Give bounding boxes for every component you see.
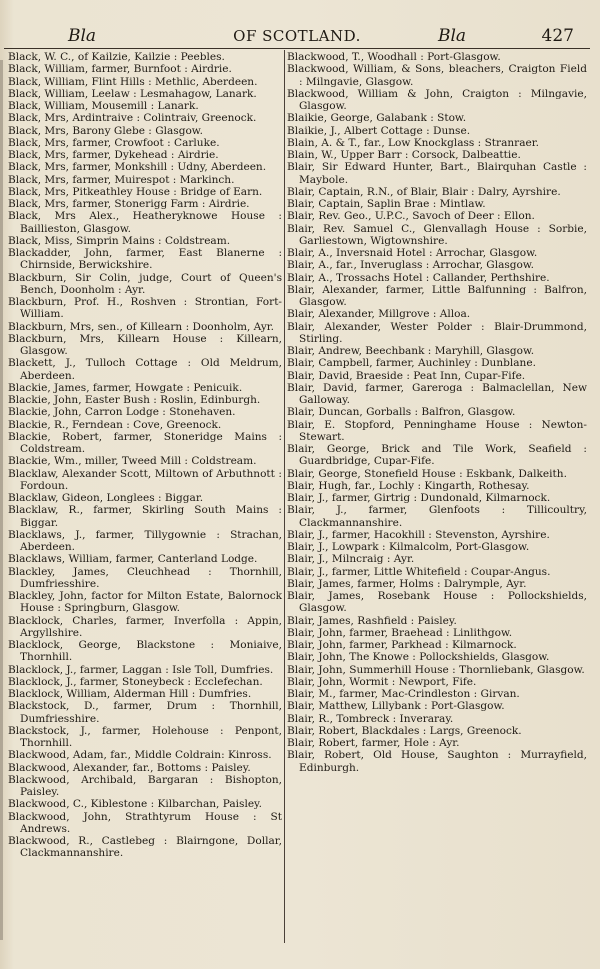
- directory-entry: Blackwood, Archibald, Bargaran : Bishopton, Paisley.: [8, 773, 282, 798]
- directory-entry: Blair, Andrew, Beechbank : Maryhill, Glasgow.: [287, 345, 535, 357]
- directory-entry: Blair, Hugh, far., Lochly : Kingarth, Rothesay.: [287, 479, 530, 492]
- directory-entry: Blackwood, T., Woodhall : Port-Glasgow.: [287, 51, 501, 63]
- directory-entry: Blacklock, Charles, farmer, Inverfolla : Appin, Argyllshire.: [8, 614, 282, 639]
- directory-entry: Black, Mrs, farmer, Crowfoot : Carluke.: [8, 136, 220, 149]
- directory-entry: Blair, Sir Edward Hunter, Bart., Blairquhan Castle : Maybole.: [287, 161, 587, 186]
- directory-entry: Blackie, Wm., miller, Tweed Mill : Coldstream.: [8, 455, 257, 468]
- directory-entry: Blair, Captain, Saplin Brae : Mintlaw.: [287, 198, 486, 210]
- directory-entry: Blackett, J., Tulloch Cottage : Old Meldrum, Aberdeen.: [8, 357, 282, 382]
- directory-entry: Blackwood, William & John, Craigton : Milngavie, Glasgow.: [287, 87, 587, 112]
- page-header: [20, 26, 574, 48]
- directory-entry: Blair, John, Wormit : Newport, Fife.: [287, 675, 477, 688]
- directory-entry: Blair, James, Rashfield : Paisley.: [287, 614, 457, 627]
- right-column: [287, 51, 587, 774]
- directory-entry: Black, Mrs, Barony Glebe : Glasgow.: [8, 124, 203, 137]
- page-binding-edge: [0, 60, 3, 940]
- directory-entry: Black, W. C., of Kailzie, Kailzie : Peebles.: [8, 51, 225, 63]
- directory-entry: Blair, Alexander, farmer, Little Balfunning : Balfron, Glasgow.: [287, 283, 587, 308]
- column-divider: [284, 50, 285, 943]
- directory-entry: Blackwood, Alexander, far., Bottoms : Paisley.: [8, 761, 251, 774]
- directory-entry: Blackie, Robert, farmer, Stoneridge Mains : Coldstream.: [8, 430, 282, 455]
- directory-entry: Blair, George, Stonefield House : Eskbank, Dalkeith.: [287, 467, 567, 480]
- directory-entry: Blacklaw, R., farmer, Skirling South Mains : Biggar.: [8, 504, 282, 529]
- directory-entry: Blair, Alexander, Wester Polder : Blair-Drummond, Stirling.: [287, 320, 587, 345]
- directory-entry: Blacklaws, J., farmer, Tillygownie : Strachan, Aberdeen.: [8, 528, 282, 553]
- directory-entry: Blair, Robert, farmer, Hole : Ayr.: [287, 737, 460, 749]
- directory-entry: Blair, Rev. Geo., U.P.C., Savoch of Deer : Ellon.: [287, 210, 535, 223]
- header-title: OF SCOTLAND.: [233, 27, 361, 45]
- directory-entry: Blair, A., Trossachs Hotel : Callander, Perthshire.: [287, 271, 550, 284]
- directory-entry: Black, William, Mousemill : Lanark.: [8, 100, 199, 112]
- directory-entry: Black, Mrs, farmer, Stonerigg Farm : Airdrie.: [8, 198, 250, 210]
- directory-entry: Blair, James, farmer, Holms : Dalrymple, Ayr.: [287, 577, 527, 590]
- directory-entry: Blacklock, George, Blackstone : Moniaive, Thornhill.: [8, 639, 282, 664]
- directory-entry: Blacklock, J., farmer, Laggan : Isle Toll, Dumfries.: [8, 663, 274, 676]
- directory-entry: Blair, David, Braeside : Peat Inn, Cupar-Fife.: [287, 369, 526, 382]
- directory-entry: Black, Mrs, farmer, Monkshill : Udny, Aberdeen.: [8, 161, 267, 174]
- directory-entry: Blain, A. & T., far., Low Knockglass : Stranraer.: [287, 136, 539, 149]
- directory-entry: Blacklaw, Gideon, Longlees : Biggar.: [8, 492, 204, 504]
- directory-entry: Blair, John, farmer, Parkhead : Kilmarnock.: [287, 639, 517, 651]
- directory-entry: Blair, J., farmer, Little Whitefield : Coupar-Angus.: [287, 565, 551, 578]
- directory-entry: Blair, Rev. Samuel C., Glenvallagh House : Sorbie, Garliestown, Wigtownshire.: [287, 222, 587, 247]
- directory-entry: Blackburn, Sir Colin, judge, Court of Queen's Bench, Doonholm : Ayr.: [8, 271, 282, 296]
- directory-entry: Blair, Campbell, farmer, Auchinley : Dunblane.: [287, 357, 536, 370]
- directory-entry: Blackie, James, farmer, Howgate : Penicuik.: [8, 381, 243, 394]
- directory-entry: Blackie, John, Easter Bush : Roslin, Edinburgh.: [8, 394, 261, 406]
- directory-entry: Blair, J., farmer, Girtrig : Dundonald, Kilmarnock.: [287, 492, 551, 504]
- directory-entry: Black, Miss, Simprin Mains : Coldstream.: [8, 234, 231, 247]
- left-column: [8, 51, 282, 860]
- directory-entry: Blair, J., farmer, Hacokhill : Stevenston, Ayrshire.: [287, 528, 550, 541]
- directory-entry: Blackwood, John, Strathtyrum House : St Andrews.: [8, 810, 282, 835]
- directory-entry: Blackwood, Adam, far., Middle Coldrain: Kinross.: [8, 749, 272, 762]
- directory-entry: Blair, Matthew, Lillybank : Port-Glasgow.: [287, 700, 505, 713]
- directory-entry: Blackwood, William, & Sons, bleachers, Craigton Field : Milngavie, Glasgow.: [287, 63, 587, 88]
- directory-entry: Blackley, John, factor for Milton Estate, Balornock House : Springburn, Glasgow.: [8, 590, 282, 615]
- directory-entry: Black, William, Leelaw : Lesmahagow, Lanark.: [8, 87, 257, 100]
- directory-entry: Blair, John, Summerhill House : Thornliebank, Glasgow.: [287, 663, 585, 676]
- directory-entry: Black, Mrs, Ardintraive : Colintraiv, Greenock.: [8, 112, 257, 125]
- directory-entry: Blackburn, Prof. H., Roshven : Strontian, Fort-William.: [8, 296, 282, 321]
- directory-entry: Blaikie, George, Galabank : Stow.: [287, 112, 467, 125]
- directory-entry: Black, Mrs, farmer, Dykehead : Airdrie.: [8, 149, 219, 161]
- directory-entry: Blacklock, William, Alderman Hill : Dumfries.: [8, 688, 252, 700]
- directory-entry: Blackley, James, Cleuchhead : Thornhill, Dumfriesshire.: [8, 565, 282, 590]
- directory-entry: Blair, M., farmer, Mac-Crindleston : Girvan.: [287, 688, 520, 700]
- directory-entry: Blackadder, John, farmer, East Blanerne : Chirnside, Berwickshire.: [8, 247, 282, 272]
- directory-entry: Blackwood, C., Kiblestone : Kilbarchan, Paisley.: [8, 798, 262, 811]
- directory-entry: Blackstock, J., farmer, Holehouse : Penpont, Thornhill.: [8, 724, 282, 749]
- directory-entry: Blair, Robert, Old House, Saughton : Murrayfield, Edinburgh.: [287, 749, 587, 774]
- directory-entry: Blair, E. Stopford, Penninghame House : Newton-Stewart.: [287, 418, 587, 443]
- directory-entry: Blacklaw, Alexander Scott, Miltown of Arbuthnott : Fordoun.: [8, 467, 282, 492]
- directory-entry: Blair, Captain, R.N., of Blair, Blair : Dalry, Ayrshire.: [287, 185, 561, 198]
- directory-entry: Blain, W., Upper Barr : Corsock, Dalbeattie.: [287, 149, 521, 161]
- directory-entry: Blair, J., farmer, Glenfoots : Tillicoultry, Clackmannanshire.: [287, 504, 587, 529]
- directory-entry: Blackburn, Mrs, Killearn House : Killearn, Glasgow.: [8, 332, 282, 357]
- directory-entry: Blair, Duncan, Gorballs : Balfron, Glasgow.: [287, 406, 516, 419]
- directory-entry: Blackwood, R., Castlebeg : Blairngone, Dollar, Clackmannanshire.: [8, 835, 282, 860]
- directory-entry: Blacklock, J., farmer, Stoneybeck : Ecclefechan.: [8, 675, 263, 688]
- directory-entry: Blair, Robert, Blackdales : Largs, Greenock.: [287, 724, 522, 737]
- directory-entry: Black, William, Flint Hills : Methlic, Aberdeen.: [8, 75, 258, 88]
- directory-entry: Blair, John, The Knowe : Pollockshields, Glasgow.: [287, 651, 550, 664]
- directory-entry: Blair, J., Lowpark : Kilmalcolm, Port-Glasgow.: [287, 541, 530, 553]
- directory-entry: Black, Mrs, Pitkeathley House : Bridge of Earn.: [8, 185, 263, 198]
- directory-entry: Blaikie, J., Albert Cottage : Dunse.: [287, 124, 471, 137]
- directory-entry: Blackie, John, Carron Lodge : Stonehaven.: [8, 406, 236, 419]
- header-left-catchword: Bla: [68, 26, 97, 46]
- page-number: 427: [541, 26, 574, 46]
- directory-entry: Blair, A., Inversnaid Hotel : Arrochar, Glasgow.: [287, 247, 538, 259]
- header-right-catchword: Bla: [438, 26, 467, 46]
- directory-entry: Blackstock, D., farmer, Drum : Thornhill, Dumfriesshire.: [8, 700, 282, 725]
- directory-entry: Black, William, farmer, Burnfoot : Airdrie.: [8, 63, 232, 76]
- directory-entry: Blair, J., Milncraig : Ayr.: [287, 553, 415, 566]
- header-rule: [4, 48, 590, 49]
- directory-entry: Blair, Alexander, Millgrove : Alloa.: [287, 308, 471, 321]
- directory-entry: Blair, R., Tombreck : Inveraray.: [287, 712, 454, 725]
- directory-entry: Blair, George, Brick and Tile Work, Seafield : Guardbridge, Cupar-Fife.: [287, 443, 587, 468]
- directory-entry: Blackburn, Mrs, sen., of Killearn : Doonholm, Ayr.: [8, 320, 275, 333]
- directory-entry: Blair, David, farmer, Gareroga : Balmaclellan, New Galloway.: [287, 381, 587, 406]
- directory-entry: Blacklaws, William, farmer, Canterland Lodge.: [8, 553, 258, 566]
- directory-entry: Black, Mrs Alex., Heatheryknowe House : Baillieston, Glasgow.: [8, 210, 282, 235]
- directory-entry: Blair, A., far., Inveruglass : Arrochar, Glasgow.: [287, 259, 535, 272]
- directory-entry: Blair, John, farmer, Braehead : Linlithgow.: [287, 626, 513, 639]
- directory-entry: Blackie, R., Ferndean : Cove, Greenock.: [8, 418, 222, 431]
- directory-entry: Black, Mrs, farmer, Muirespot : Markinch.: [8, 173, 235, 186]
- directory-entry: Blair, James, Rosebank House : Pollockshields, Glasgow.: [287, 590, 587, 615]
